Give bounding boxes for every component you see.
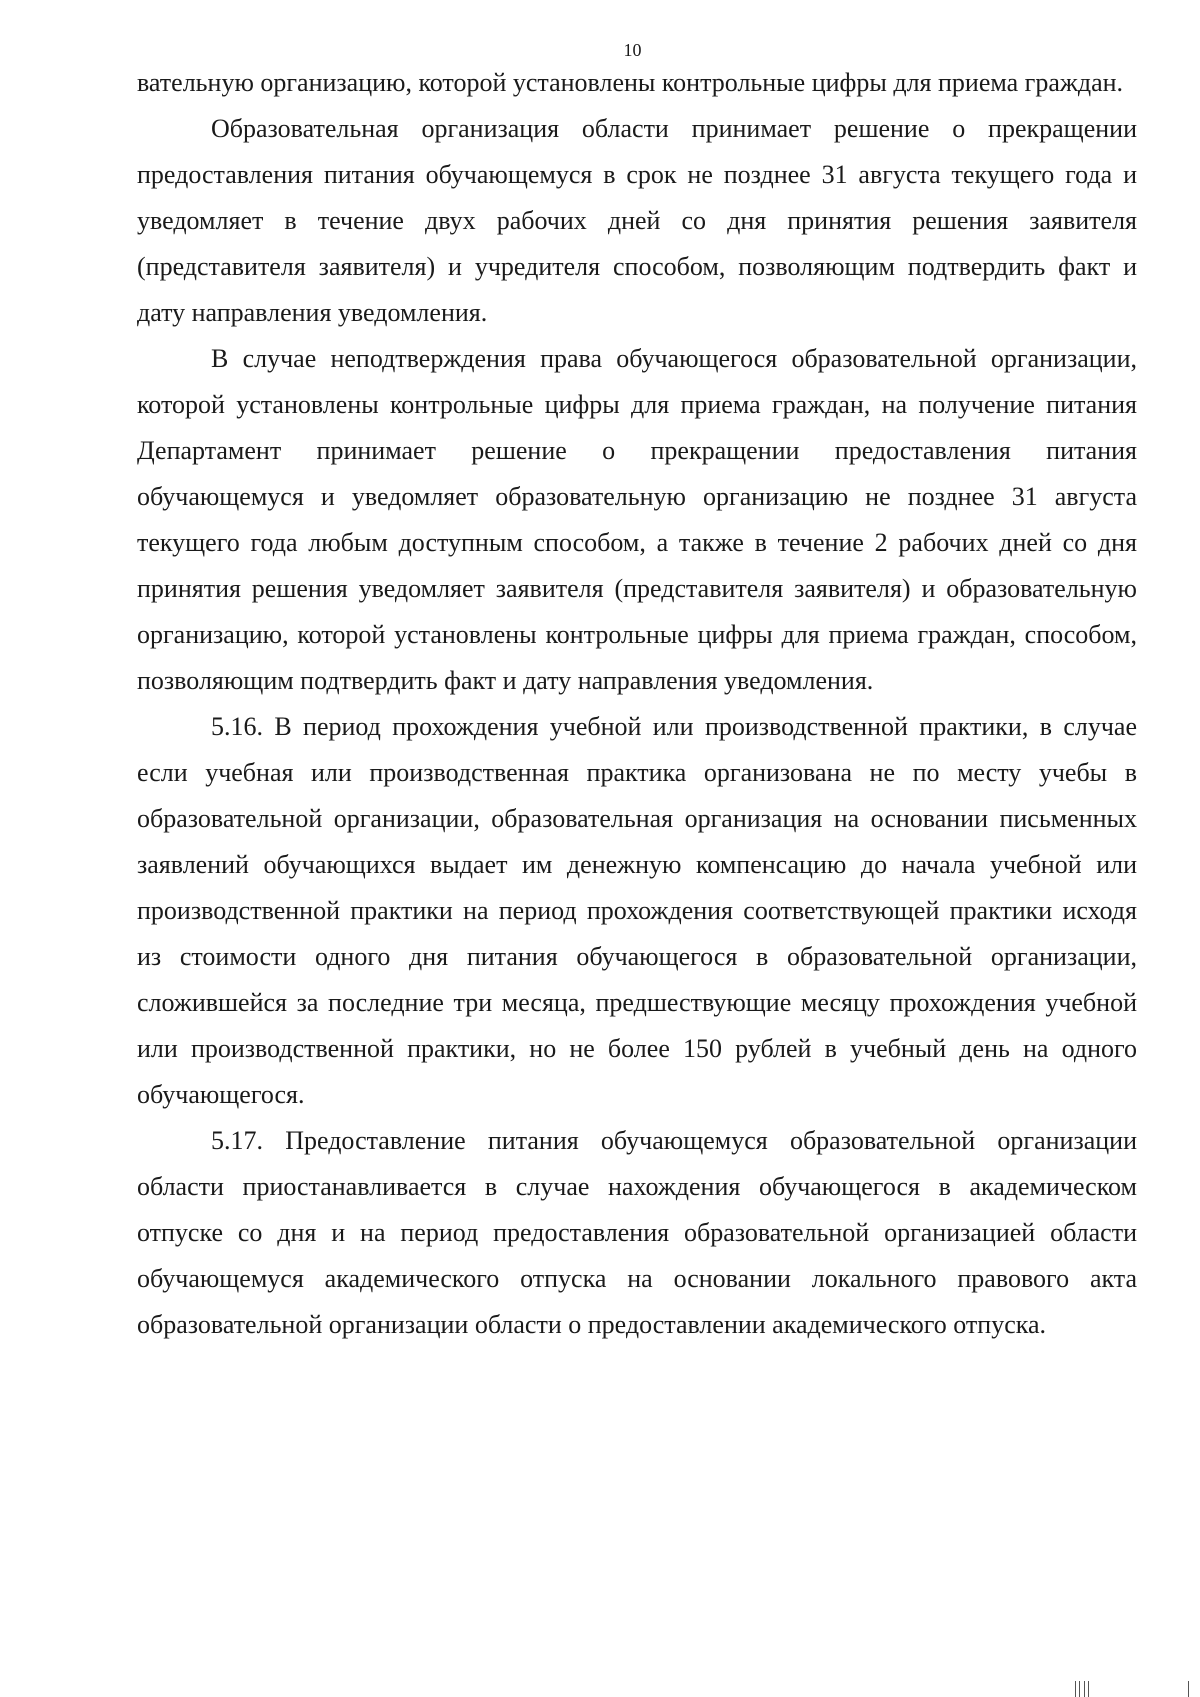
- paragraph-termination-decision: Образовательная организация области принимает решение о прекращении предоставления питания обучающемуся в срок не позднее 31 августа текущего года и уведомляет в течение двух рабочих дней со дня принятия решения заявителя (представителя заявителя) и учредителя способом, позволяющим подтвердить факт и дату направления уведомления.: [137, 114, 1137, 327]
- paragraph-continuation: вательную организацию, которой установлены контрольные цифры для приема граждан.: [137, 68, 1124, 97]
- paragraph-5-17: 5.17. Предоставление питания обучающемуся образовательной организации области приостанавливается в случае нахождения обучающегося в академическом отпуске со дня и на период предоставления образовательной организацией области обучающемуся академического отпуска на основании локального правового акта образовательной организации области о предоставлении академического отпуска.: [137, 1126, 1137, 1339]
- document-body: [137, 60, 1137, 1348]
- page-number: 10: [623, 40, 642, 60]
- paragraph-department-decision: В случае неподтверждения права обучающегося образовательной организации, которой установлены контрольные цифры для приема граждан, на получение питания Департамент принимает решение о прекращении предоставления питания обучающемуся и уведомляет образовательную организацию не позднее 31 августа текущего года любым доступным способом, а также в течение 2 рабочих дней со дня принятия решения уведомляет заявителя (представителя заявителя) и образовательную организацию, которой установлены контрольные цифры для приема граждан, способом, позволяющим подтвердить факт и дату направления уведомления.: [137, 344, 1137, 695]
- scan-edge-marks: [1075, 1681, 1200, 1697]
- paragraph-5-16: 5.16. В период прохождения учебной или производственной практики, в случае если учебная или производственная практика организована не по месту учебы в образовательной организации, образовательная организация на основании письменных заявлений обучающихся выдает им денежную компенсацию до начала учебной или производственной практики на период прохождения соответствующей практики исходя из стоимости одного дня питания обучающегося в образовательной организации, сложившейся за последние три месяца, предшествующие месяцу прохождения учебной или производственной практики, но не более 150 рублей в учебный день на одного обучающегося.: [137, 712, 1137, 1109]
